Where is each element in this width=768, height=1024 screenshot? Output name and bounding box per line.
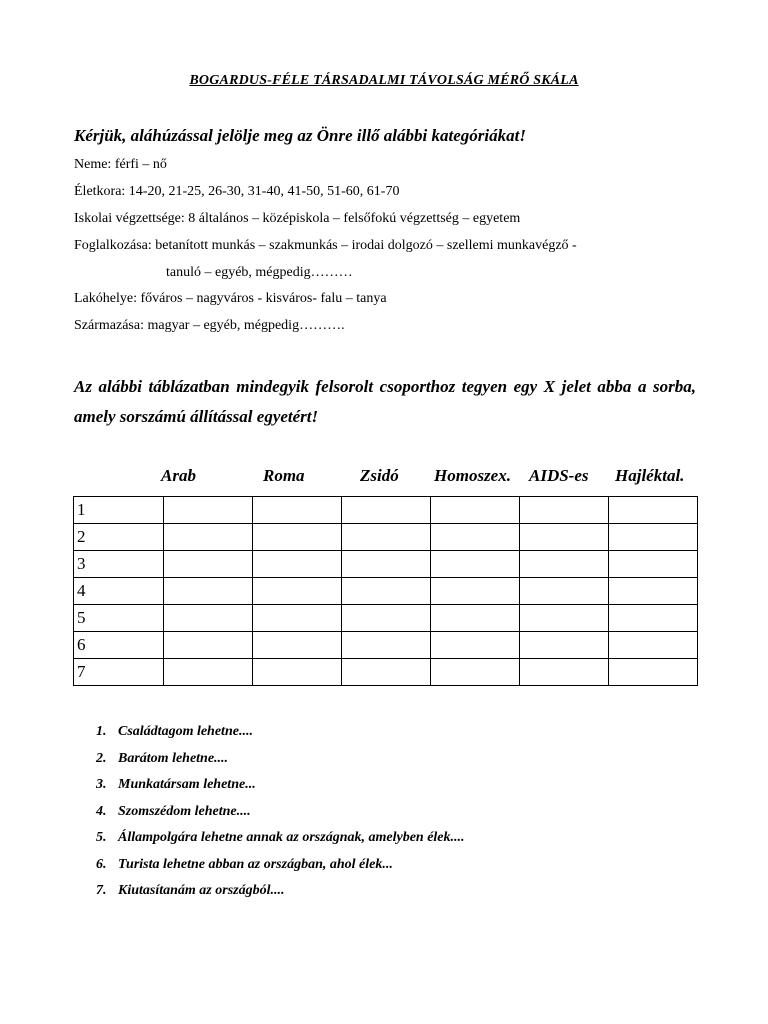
answer-cell[interactable]: [253, 551, 342, 578]
field-occupation: Foglalkozása: betanított munkás – szakmunkás – irodai dolgozó – szellemi munkavégző -: [74, 238, 577, 253]
answer-cell[interactable]: [342, 632, 431, 659]
answer-cell[interactable]: [609, 659, 698, 686]
statement-text: Állampolgára lehetne annak az országnak, amelyben élek....: [118, 830, 465, 845]
answer-cell[interactable]: [431, 632, 520, 659]
field-education: Iskolai végzettsége: 8 általános – középiskola – felsőfokú végzettség – egyetem: [74, 211, 521, 226]
response-table: [73, 496, 698, 686]
table-row: [74, 497, 698, 524]
statement-item: [96, 802, 465, 829]
answer-cell[interactable]: [342, 524, 431, 551]
statement-item: [96, 828, 465, 855]
row-number: 7: [74, 659, 164, 686]
answer-cell[interactable]: [164, 632, 253, 659]
field-occupation-continued: tanuló – egyéb, mégpedig………: [166, 265, 353, 280]
answer-cell[interactable]: [164, 551, 253, 578]
statement-number: 7.: [96, 883, 107, 898]
field-residence: Lakóhelye: főváros – nagyváros - kisváros- falu – tanya: [74, 291, 387, 306]
instruction-underline: Kérjük, aláhúzással jelölje meg az Önre illő alábbi kategóriákat!: [74, 126, 526, 145]
statement-text: Barátom lehetne....: [118, 750, 229, 766]
instruction-table: Az alábbi táblázatban mindegyik felsorolt csoporthoz tegyen egy X jelet abba a sorba, amely sorszámú állítással egyetért!: [74, 377, 696, 426]
table-row: [74, 551, 698, 578]
document-title: BOGARDUS-FÉLE TÁRSADALMI TÁVOLSÁG MÉRŐ SKÁLA: [189, 73, 579, 88]
statement-text: Családtagom lehetne....: [118, 724, 253, 739]
answer-cell[interactable]: [164, 659, 253, 686]
column-header: Arab: [161, 466, 196, 485]
answer-cell[interactable]: [609, 578, 698, 605]
answer-cell[interactable]: [431, 578, 520, 605]
statement-item: [96, 722, 465, 749]
field-gender: Neme: férfi – nő: [74, 157, 167, 172]
answer-cell[interactable]: [520, 497, 609, 524]
statement-number: 5.: [96, 830, 107, 845]
row-number: 5: [74, 605, 164, 632]
statement-number: 2.: [96, 750, 107, 766]
column-header: Zsidó: [360, 466, 399, 485]
answer-cell[interactable]: [431, 497, 520, 524]
table-row: [74, 659, 698, 686]
statement-item: [96, 749, 465, 776]
answer-cell[interactable]: [164, 497, 253, 524]
table-row: [74, 524, 698, 551]
answer-cell[interactable]: [253, 524, 342, 551]
field-age: Életkora: 14-20, 21-25, 26-30, 31-40, 41-50, 51-60, 61-70: [74, 184, 400, 199]
statement-number: 4.: [96, 803, 107, 819]
row-number: 6: [74, 632, 164, 659]
answer-cell[interactable]: [520, 578, 609, 605]
row-number: 3: [74, 551, 164, 578]
answer-cell[interactable]: [609, 497, 698, 524]
table-row: [74, 605, 698, 632]
answer-cell[interactable]: [520, 605, 609, 632]
statement-item: [96, 855, 465, 882]
answer-cell[interactable]: [342, 605, 431, 632]
answer-cell[interactable]: [431, 551, 520, 578]
statement-number: 1.: [96, 724, 107, 739]
column-header: AIDS-es: [529, 466, 589, 485]
answer-cell[interactable]: [342, 578, 431, 605]
answer-cell[interactable]: [520, 632, 609, 659]
answer-cell[interactable]: [609, 605, 698, 632]
answer-cell[interactable]: [520, 659, 609, 686]
answer-cell[interactable]: [431, 524, 520, 551]
answer-cell[interactable]: [609, 524, 698, 551]
table-column-headers: [0, 466, 768, 490]
column-header: Homoszex.: [434, 466, 511, 485]
statement-list: [96, 722, 465, 908]
table-row: [74, 632, 698, 659]
statement-item: [96, 881, 465, 908]
statement-item: [96, 775, 465, 802]
answer-cell[interactable]: [342, 659, 431, 686]
statement-number: 3.: [96, 777, 107, 792]
answer-cell[interactable]: [253, 578, 342, 605]
answer-cell[interactable]: [609, 551, 698, 578]
answer-cell[interactable]: [342, 497, 431, 524]
field-origin: Származása: magyar – egyéb, mégpedig……….: [74, 318, 345, 333]
answer-cell[interactable]: [253, 659, 342, 686]
answer-cell[interactable]: [253, 605, 342, 632]
answer-cell[interactable]: [609, 632, 698, 659]
statement-text: Turista lehetne abban az országban, ahol élek...: [118, 856, 393, 872]
row-number: 1: [74, 497, 164, 524]
answer-cell[interactable]: [520, 524, 609, 551]
answer-cell[interactable]: [253, 632, 342, 659]
answer-cell[interactable]: [431, 605, 520, 632]
answer-cell[interactable]: [164, 605, 253, 632]
statement-number: 6.: [96, 856, 107, 872]
answer-cell[interactable]: [520, 551, 609, 578]
statement-text: Szomszédom lehetne....: [118, 803, 251, 819]
answer-cell[interactable]: [253, 497, 342, 524]
row-number: 4: [74, 578, 164, 605]
row-number: 2: [74, 524, 164, 551]
answer-cell[interactable]: [431, 659, 520, 686]
answer-cell[interactable]: [164, 524, 253, 551]
column-header: Roma: [263, 466, 305, 485]
statement-text: Kiutasítanám az országból....: [118, 883, 285, 898]
table-row: [74, 578, 698, 605]
answer-cell[interactable]: [164, 578, 253, 605]
answer-cell[interactable]: [342, 551, 431, 578]
statement-text: Munkatársam lehetne...: [118, 777, 256, 792]
column-header: Hajléktal.: [615, 466, 685, 485]
